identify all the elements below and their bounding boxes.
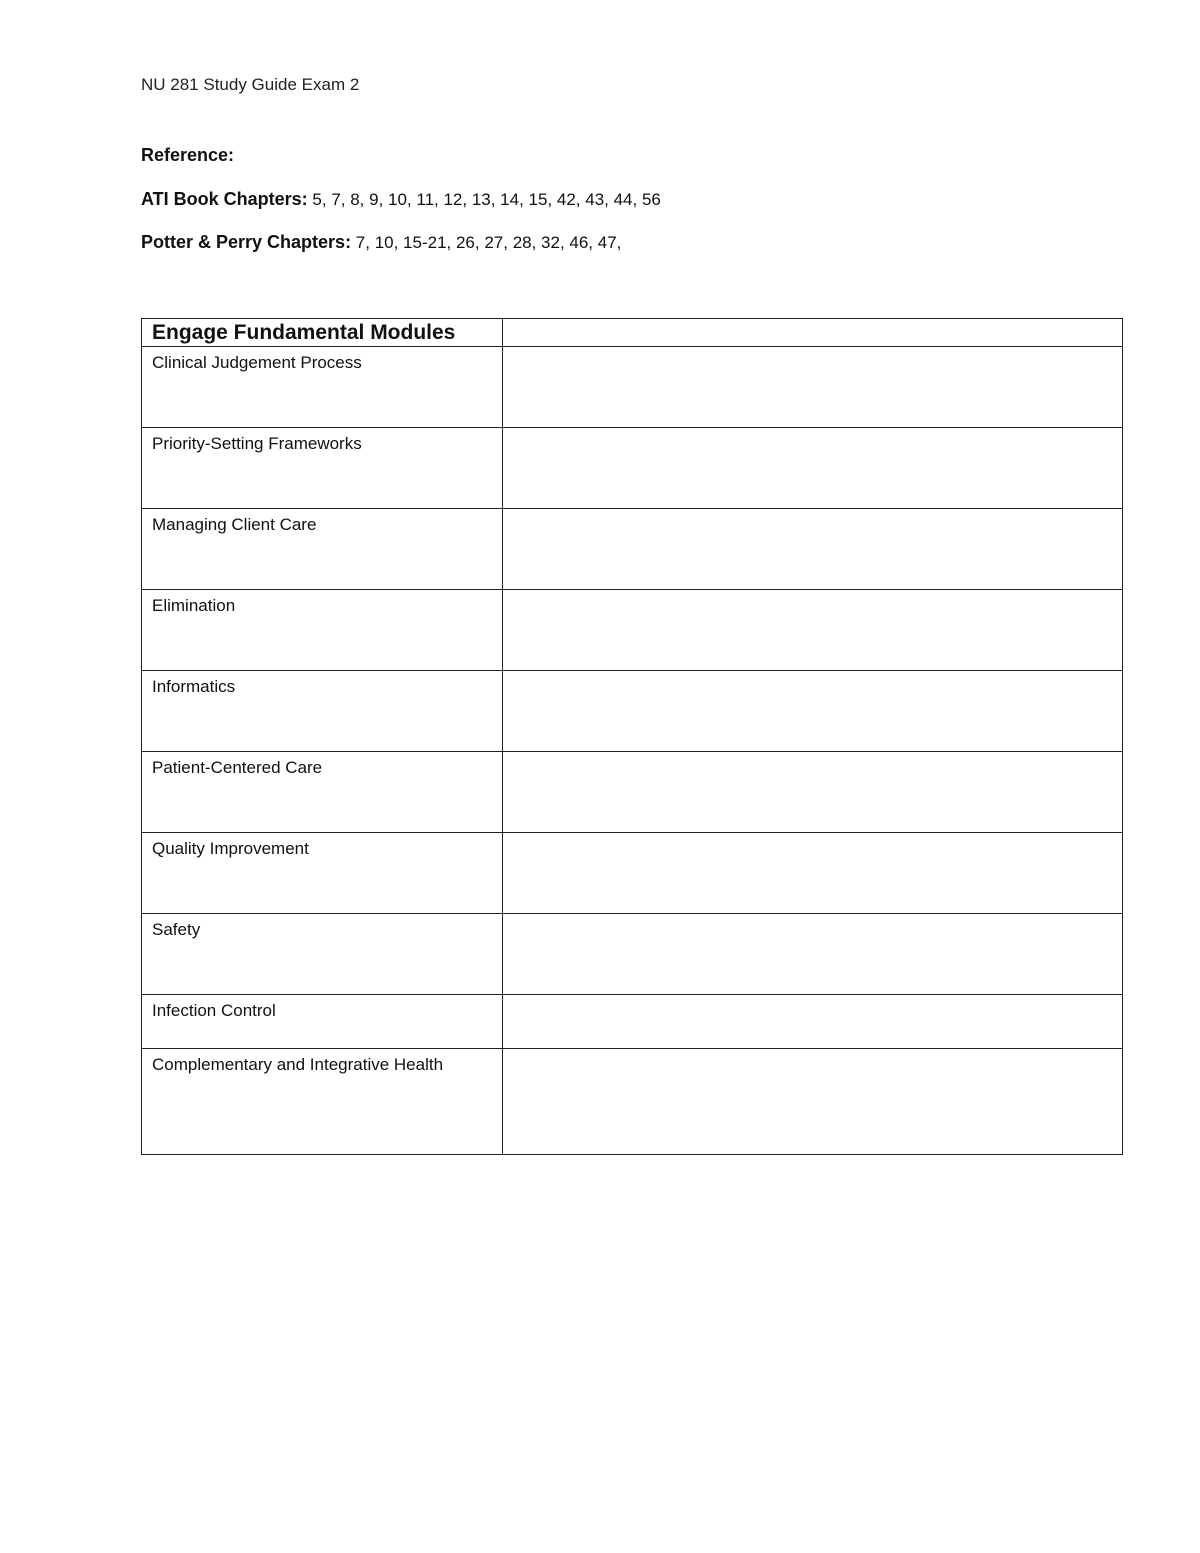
table-row bbox=[142, 1049, 1123, 1155]
modules-table bbox=[141, 318, 1123, 1155]
table-header-row bbox=[142, 319, 1123, 347]
table-row bbox=[142, 671, 1123, 752]
notes-cell bbox=[503, 752, 1123, 833]
ati-chapters-line bbox=[141, 189, 661, 210]
notes-cell bbox=[503, 509, 1123, 590]
potter-perry-chapters-list: 7, 10, 15-21, 26, 27, 28, 32, 46, 47, bbox=[355, 233, 622, 252]
table-row bbox=[142, 347, 1123, 428]
table-header-cell: Engage Fundamental Modules bbox=[142, 319, 503, 347]
notes-cell bbox=[503, 1049, 1123, 1155]
notes-cell bbox=[503, 347, 1123, 428]
table-row bbox=[142, 914, 1123, 995]
ati-chapters-list: 5, 7, 8, 9, 10, 11, 12, 13, 14, 15, 42, 43, 44, 56 bbox=[312, 190, 661, 209]
notes-cell bbox=[503, 590, 1123, 671]
reference-heading: Reference: bbox=[141, 145, 235, 165]
notes-cell bbox=[503, 671, 1123, 752]
topic-cell: Priority-Setting Frameworks bbox=[142, 428, 503, 509]
table-row bbox=[142, 833, 1123, 914]
topic-cell: Safety bbox=[142, 914, 503, 995]
table-row bbox=[142, 509, 1123, 590]
topic-cell: Elimination bbox=[142, 590, 503, 671]
document-title: NU 281 Study Guide Exam 2 bbox=[141, 75, 360, 94]
potter-perry-chapters-line bbox=[141, 232, 621, 253]
ati-chapters-label: ATI Book Chapters: bbox=[141, 189, 308, 209]
notes-cell bbox=[503, 428, 1123, 509]
notes-cell bbox=[503, 914, 1123, 995]
table-row bbox=[142, 752, 1123, 833]
topic-cell: Managing Client Care bbox=[142, 509, 503, 590]
table-row bbox=[142, 995, 1123, 1049]
topic-cell: Clinical Judgement Process bbox=[142, 347, 503, 428]
topic-cell: Quality Improvement bbox=[142, 833, 503, 914]
topic-cell: Infection Control bbox=[142, 995, 503, 1049]
topic-cell: Informatics bbox=[142, 671, 503, 752]
potter-perry-chapters-label: Potter & Perry Chapters: bbox=[141, 232, 352, 252]
table-header-notes-cell bbox=[503, 319, 1123, 347]
table-row bbox=[142, 590, 1123, 671]
notes-cell bbox=[503, 995, 1123, 1049]
notes-cell bbox=[503, 833, 1123, 914]
table-row bbox=[142, 428, 1123, 509]
topic-cell: Complementary and Integrative Health bbox=[142, 1049, 503, 1155]
topic-cell: Patient-Centered Care bbox=[142, 752, 503, 833]
